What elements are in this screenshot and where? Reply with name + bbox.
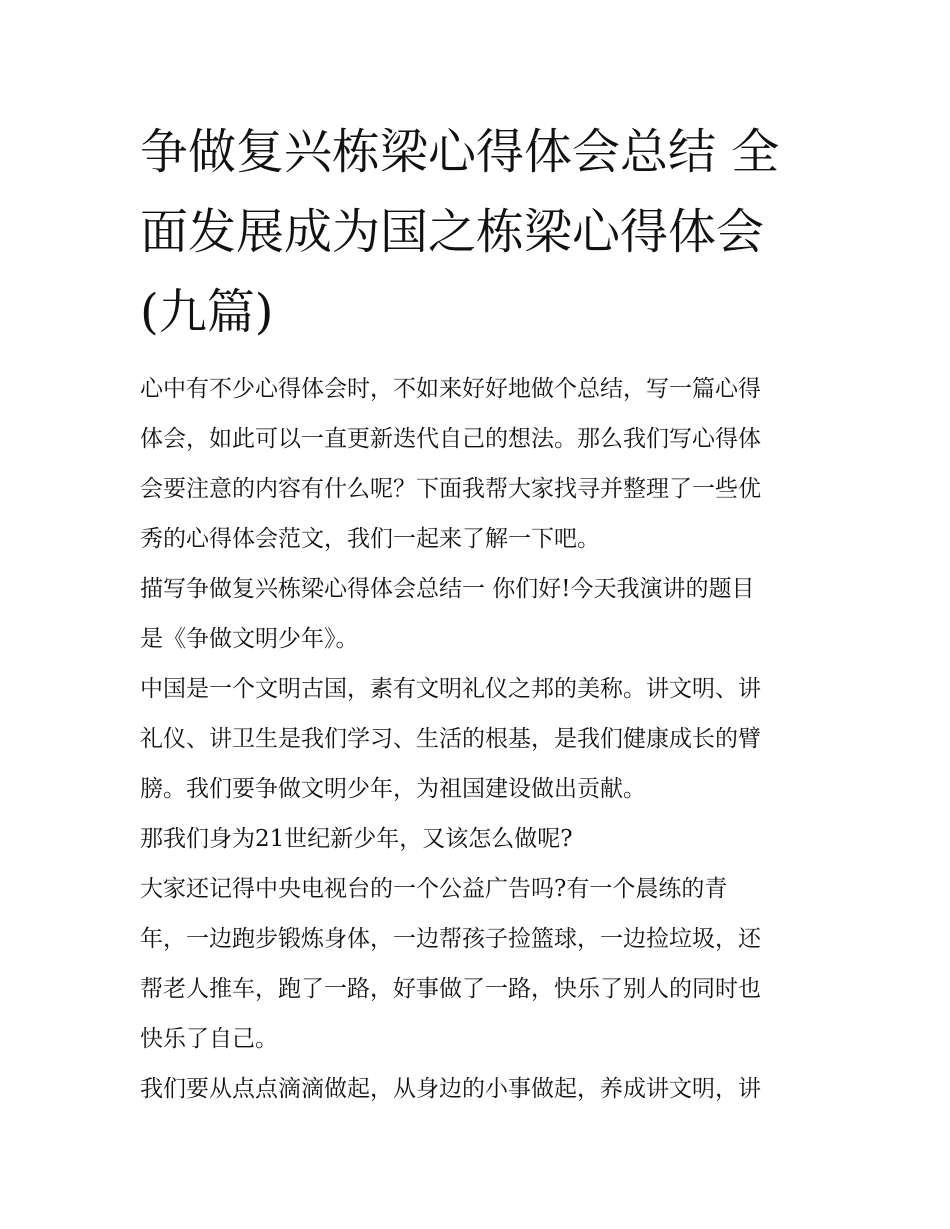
text-line: 体会，如此可以一直更新迭代自己的想法。那么我们写心得体 bbox=[140, 426, 761, 452]
paragraph-intro bbox=[140, 364, 812, 564]
text-line: 中国是一个文明古国，素有文明礼仪之邦的美称。讲文明、讲 bbox=[140, 676, 761, 702]
text-line: 年，一边跑步锻炼身体，一边帮孩子捡篮球，一边捡垃圾，还 bbox=[140, 926, 761, 952]
text-line: 礼仪、讲卫生是我们学习、生活的根基，是我们健康成长的臂 bbox=[140, 726, 761, 752]
document-body bbox=[140, 364, 812, 1114]
title-line: 争做复兴栋梁心得体会总结 全 bbox=[140, 124, 780, 180]
text-line: 是《争做文明少年》。 bbox=[140, 626, 359, 652]
paragraph bbox=[140, 664, 812, 814]
text-line: 描写争做复兴栋梁心得体会总结一 你们好!今天我演讲的题目 bbox=[140, 576, 755, 602]
title-line: 面发展成为国之栋梁心得体会 bbox=[140, 204, 765, 260]
text-line: 大家还记得中央电视台的一个公益广告吗?有一个晨练的青 bbox=[140, 876, 728, 902]
paragraph bbox=[140, 864, 812, 1064]
paragraph bbox=[140, 814, 812, 864]
paragraph-section-heading bbox=[140, 564, 812, 664]
title-line: (九篇) bbox=[140, 284, 274, 340]
text-line: 秀的心得体会范文，我们一起来了解一下吧。 bbox=[140, 526, 600, 552]
text-line: 心中有不少心得体会时，不如来好好地做个总结，写一篇心得 bbox=[140, 376, 761, 402]
text-line: 会要注意的内容有什么呢？下面我帮大家找寻并整理了一些优 bbox=[140, 476, 761, 502]
text-line: 膀。我们要争做文明少年，为祖国建设做出贡献。 bbox=[140, 776, 646, 802]
document-page bbox=[140, 112, 812, 1114]
text-line: 那我们身为21世纪新少年，又该怎么做呢? bbox=[140, 826, 573, 852]
text-line: 帮老人推车，跑了一路，好事做了一路，快乐了别人的同时也 bbox=[140, 976, 761, 1002]
text-line: 我们要从点点滴滴做起，从身边的小事做起，养成讲文明，讲 bbox=[140, 1076, 761, 1102]
paragraph bbox=[140, 1064, 812, 1114]
document-title bbox=[140, 112, 812, 352]
text-line: 快乐了自己。 bbox=[140, 1026, 278, 1052]
